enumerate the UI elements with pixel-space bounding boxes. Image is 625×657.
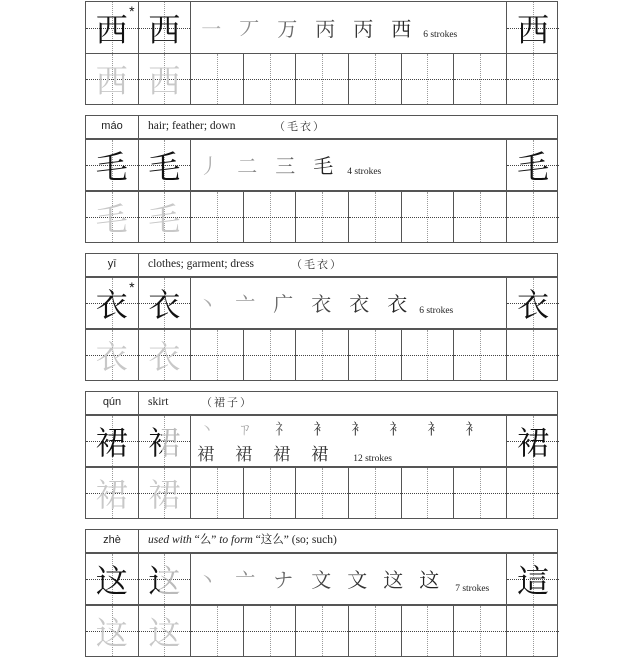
ghost-character: 毛 xyxy=(148,200,181,238)
practice-cell[interactable] xyxy=(244,468,297,518)
pinyin-label: qún xyxy=(86,392,139,414)
practice-cell[interactable] xyxy=(191,468,244,518)
practice-cell[interactable] xyxy=(296,606,349,656)
stroke-step: 丿 xyxy=(199,154,220,178)
ghost-cell[interactable] xyxy=(86,192,139,242)
stroke-step: 丙 xyxy=(315,17,336,41)
example-word: （裙子） xyxy=(201,396,253,409)
ghost-character: 衣 xyxy=(95,338,128,376)
model-character: 这 xyxy=(95,562,128,600)
practice-cell[interactable] xyxy=(402,54,455,104)
stroke-step: 亠 xyxy=(235,568,256,592)
pinyin-label: máo xyxy=(86,116,139,138)
stroke-step: 衣 xyxy=(387,292,408,316)
traditional-cell xyxy=(507,140,560,190)
traditional-cell xyxy=(507,554,560,604)
model-character: 毛 xyxy=(95,148,128,186)
ghost-character: 西 xyxy=(148,62,181,100)
practice-cell[interactable] xyxy=(349,54,402,104)
practice-cell[interactable] xyxy=(454,54,507,104)
practice-row xyxy=(85,53,558,105)
stroke-step: 文 xyxy=(347,568,368,592)
practice-cell[interactable] xyxy=(402,606,455,656)
meaning-text xyxy=(148,530,337,552)
trace-character: 这 xyxy=(139,554,191,604)
ghost-cell[interactable] xyxy=(139,330,192,380)
practice-cell[interactable] xyxy=(402,330,455,380)
traditional-cell xyxy=(507,278,560,328)
stroke-step: 二 xyxy=(237,154,258,178)
ghost-cell[interactable] xyxy=(86,606,139,656)
model-row xyxy=(85,415,558,467)
stroke-step: 文 xyxy=(311,568,332,592)
model-cell xyxy=(86,278,139,328)
practice-cell[interactable] xyxy=(454,192,507,242)
stroke-count: 6 strokes xyxy=(423,30,458,40)
stroke-order-area xyxy=(191,278,507,328)
stroke-step: 丶 xyxy=(199,420,215,438)
meaning-text: hair; feather; down xyxy=(148,120,236,132)
stroke-step: ㄗ xyxy=(237,420,253,438)
trace-character: 毛 xyxy=(148,148,181,186)
model-character: 裙 xyxy=(95,424,128,462)
practice-cell[interactable] xyxy=(244,330,297,380)
stroke-order-area xyxy=(191,140,507,190)
model-cell xyxy=(86,554,139,604)
practice-cell[interactable] xyxy=(296,192,349,242)
model-row xyxy=(85,553,558,605)
ghost-character: 毛 xyxy=(95,200,128,238)
stroke-step: 衤 xyxy=(389,420,405,438)
meaning-quote: “么” xyxy=(191,534,220,546)
practice-row xyxy=(85,467,558,519)
stroke-step: 丶 xyxy=(197,568,218,592)
example-word: （毛衣） xyxy=(274,120,326,133)
model-cell xyxy=(86,140,139,190)
model-character: 西 xyxy=(95,10,128,49)
stroke-order-area xyxy=(191,2,507,53)
trace-character: 西 xyxy=(148,10,181,49)
stroke-count: 7 strokes xyxy=(455,584,490,594)
stroke-count: 4 strokes xyxy=(347,167,382,177)
star-marker: * xyxy=(129,3,135,19)
practice-cell[interactable] xyxy=(454,606,507,656)
stroke-step: 这 xyxy=(419,568,440,592)
stroke-step: 三 xyxy=(275,154,296,178)
practice-cell[interactable] xyxy=(349,468,402,518)
ghost-character: 西 xyxy=(95,62,128,100)
stroke-step: 裙 xyxy=(273,445,291,465)
section-header xyxy=(85,253,558,277)
stroke-step: 衤 xyxy=(351,420,367,438)
traditional-character: 毛 xyxy=(517,148,550,186)
practice-cell[interactable] xyxy=(296,330,349,380)
trace-character: 衣 xyxy=(148,286,181,324)
model-character: 衣 xyxy=(95,286,128,324)
practice-cell[interactable] xyxy=(349,192,402,242)
stroke-step: 毛 xyxy=(313,154,334,178)
ghost-cell[interactable] xyxy=(139,54,192,104)
ghost-character: 这 xyxy=(95,614,128,652)
practice-cell[interactable] xyxy=(349,330,402,380)
stroke-step: 亠 xyxy=(235,292,256,316)
trace-cell xyxy=(139,278,192,328)
practice-cell[interactable] xyxy=(507,606,560,656)
ghost-character: 这 xyxy=(148,614,181,652)
model-row xyxy=(85,1,558,54)
model-cell xyxy=(86,416,139,466)
stroke-order-area xyxy=(191,416,507,466)
model-cell xyxy=(86,2,139,53)
stroke-count: 6 strokes xyxy=(419,306,454,316)
meaning-italic: used with xyxy=(148,534,192,546)
model-row xyxy=(85,277,558,329)
traditional-character: 衣 xyxy=(517,286,550,324)
practice-row xyxy=(85,329,558,381)
stroke-step: 衤 xyxy=(427,420,443,438)
ghost-character: 衣 xyxy=(148,338,181,376)
model-row xyxy=(85,139,558,191)
pinyin-label: yī xyxy=(86,254,139,276)
stroke-step: 广 xyxy=(273,292,294,316)
stroke-order-area xyxy=(191,554,507,604)
section-header xyxy=(85,529,558,553)
stroke-step: 丙 xyxy=(353,17,374,41)
ghost-cell[interactable] xyxy=(86,468,139,518)
stroke-step: 裙 xyxy=(235,445,253,465)
section-header xyxy=(85,115,558,139)
stroke-step: 裙 xyxy=(197,445,215,465)
meaning-text: skirt xyxy=(148,396,169,408)
practice-cell[interactable] xyxy=(296,54,349,104)
stroke-step: 丆 xyxy=(239,17,260,41)
traditional-character: 西 xyxy=(517,10,550,49)
trace-character: 裙 xyxy=(139,416,191,466)
traditional-cell xyxy=(507,2,560,53)
meaning-italic: to form xyxy=(219,534,253,546)
practice-cell[interactable] xyxy=(402,192,455,242)
stroke-step: 西 xyxy=(391,17,412,41)
traditional-cell xyxy=(507,416,560,466)
star-marker: * xyxy=(129,279,135,295)
practice-cell[interactable] xyxy=(244,192,297,242)
practice-cell[interactable] xyxy=(191,330,244,380)
stroke-step: 一 xyxy=(201,17,222,41)
practice-cell[interactable] xyxy=(191,192,244,242)
stroke-step: 丶 xyxy=(197,292,218,316)
ghost-character: 裙 xyxy=(148,476,181,514)
practice-cell[interactable] xyxy=(349,606,402,656)
practice-cell[interactable] xyxy=(191,54,244,104)
practice-cell[interactable] xyxy=(244,54,297,104)
ghost-character: 裙 xyxy=(95,476,128,514)
practice-cell[interactable] xyxy=(296,468,349,518)
stroke-step: 这 xyxy=(383,568,404,592)
section-header xyxy=(85,391,558,415)
stroke-step: 衣 xyxy=(311,292,332,316)
practice-cell[interactable] xyxy=(244,606,297,656)
example-word: （毛衣） xyxy=(291,258,343,271)
ghost-cell[interactable] xyxy=(86,330,139,380)
practice-cell[interactable] xyxy=(454,330,507,380)
stroke-step: 裙 xyxy=(311,445,329,465)
stroke-step: 衤 xyxy=(465,420,481,438)
ghost-cell[interactable] xyxy=(86,54,139,104)
stroke-step: 衤 xyxy=(313,420,329,438)
traditional-character: 裙 xyxy=(517,424,550,462)
traditional-character: 這 xyxy=(517,562,550,600)
ghost-cell[interactable] xyxy=(139,192,192,242)
practice-row xyxy=(85,605,558,657)
practice-cell[interactable] xyxy=(507,54,560,104)
practice-cell[interactable] xyxy=(454,468,507,518)
trace-cell xyxy=(139,416,192,466)
stroke-step: 衣 xyxy=(349,292,370,316)
practice-cell[interactable] xyxy=(507,330,560,380)
practice-cell[interactable] xyxy=(191,606,244,656)
stroke-step: ナ xyxy=(273,568,294,592)
stroke-step: 礻 xyxy=(275,420,291,438)
meaning-quote: “这么” (so; such) xyxy=(252,534,337,546)
trace-cell xyxy=(139,554,192,604)
practice-cell[interactable] xyxy=(507,192,560,242)
practice-cell[interactable] xyxy=(507,468,560,518)
ghost-cell[interactable] xyxy=(139,606,192,656)
ghost-cell[interactable] xyxy=(139,468,192,518)
meaning-text: clothes; garment; dress xyxy=(148,258,255,270)
stroke-step: 万 xyxy=(277,17,298,41)
practice-cell[interactable] xyxy=(402,468,455,518)
practice-row xyxy=(85,191,558,243)
stroke-count: 12 strokes xyxy=(353,454,392,464)
trace-cell xyxy=(139,140,192,190)
pinyin-label: zhè xyxy=(86,530,139,552)
trace-cell xyxy=(139,2,192,53)
